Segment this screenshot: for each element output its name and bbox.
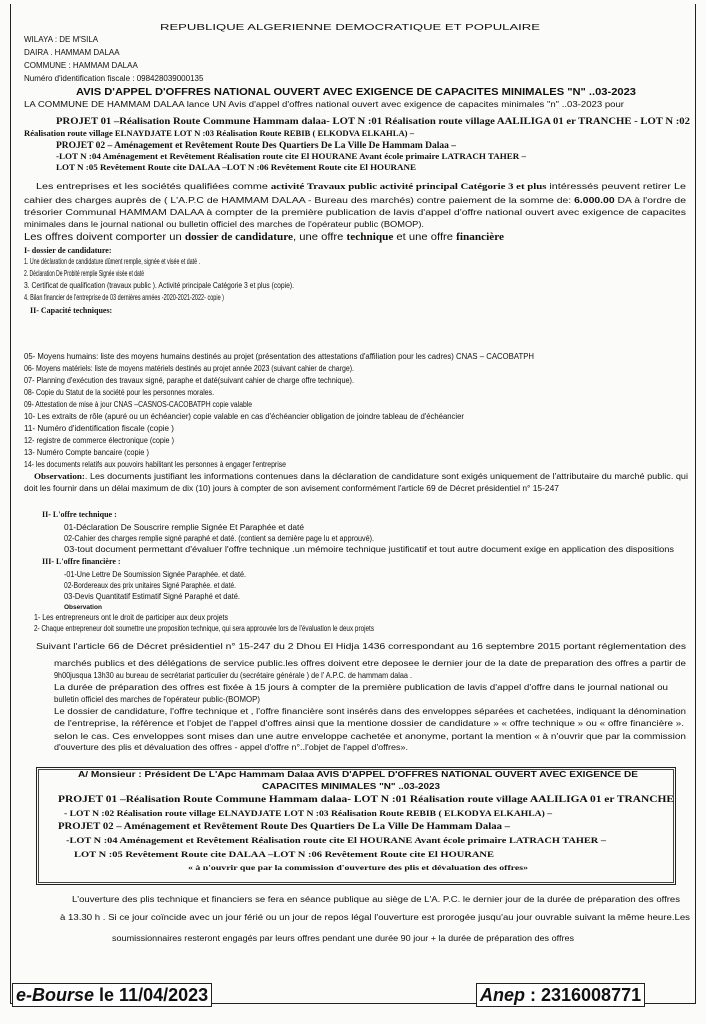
capacite-heading: II- Capacité techniques: xyxy=(30,306,113,315)
intro-line: LA COMMUNE DE HAMMAM DALAA lance UN Avis d'appel d'offres national ouvert avec exigence de capacites minimales "n" ..03-2023 pour xyxy=(24,100,624,109)
ouverture-line: à 13.30 h . Si ce jour coïncide avec un jour férié ou un jour de repos légal l'ouverture est prorogée jusqu'au jour ouvrable suivant la même heure.Les xyxy=(60,913,690,922)
box-line: A/ Monsieur : Président De L'Apc Hammam Dalaa AVIS D'APPEL D'OFFRES NATIONAL OUVERT AVEC EXIGENCE DE xyxy=(78,770,638,779)
suivant-line: 9h00jusqua 13h30 au bureau de secrétariat particulier du (secrétaire générale ) de l' A.P.C. de hammam dalaa . xyxy=(54,671,412,680)
financiere-item: -01-Une Lettre De Soumission Signée Paraphée. et daté. xyxy=(64,570,246,579)
entreprises-line-4: minimales dans le journal national ou bulletin officiel des marches de l'opérateur public (BOMOP). xyxy=(24,220,424,229)
enveloppes-line: d'ouverture des plis et dévaluation des offres - appel d'offre n°..l'objet de l'appel d'offres». xyxy=(54,743,408,752)
technique-item: 02-Cahier des charges remplie signé paraphé et daté. (contient sa dernière page lu et approuvé). xyxy=(64,534,374,543)
box-line: « à n'ouvrir que par la commission d'ouverture des plis et dévaluation des offres» xyxy=(188,863,528,872)
duree-line: bulletin officiel des marches de l'opérateur public-(BOMOP) xyxy=(54,695,260,704)
enveloppes-line: Le dossier de candidature, l'offre technique et , l'offre financière sont insérés dans des enveloppes séparées et cachetées, indiquant la dénomination xyxy=(54,707,686,716)
source-label: e-Bourse xyxy=(16,985,95,1005)
text: DA à l'ordre de xyxy=(614,196,686,205)
republic-heading: REPUBLIQUE ALGERIENNE DEMOCRATIQUE ET POPULAIRE xyxy=(160,22,540,32)
capacite-item: 10- Les extraits de rôle (apuré ou un échéancier) copie valable en cas d'échéancier obligation de joindre tableau de d'échéancier xyxy=(24,412,464,421)
technique-heading: II- L'offre technique : xyxy=(42,510,117,519)
offres-line xyxy=(24,232,504,244)
capacite-item: 06- Moyens matériels: liste de moyens matériels destinés au projet année 2023 (suivant cahier de charge). xyxy=(24,364,354,373)
capacite-item: 07- Planning d'exécution des travaux signé, paraphe et daté(suivant cahier de charge offre technique). xyxy=(24,376,354,385)
capacite-item: 08- Copie du Statut de la société pour les personnes morales. xyxy=(24,388,214,397)
text-bold: financière xyxy=(456,232,505,243)
financiere-heading: III- L'offre financière : xyxy=(42,557,121,566)
financiere-observation-item: 1- Les entrepreneurs ont le droit de participer aux deux projets xyxy=(34,613,228,622)
capacite-item: 05- Moyens humains: liste des moyens humains destinés au projet (présentation des attestations d'affiliation pour les cadres) CNAS – CACOBATPH xyxy=(24,352,534,361)
dossier-item: 2. Déclaration De Probité remplie Signée visée et daté xyxy=(24,269,144,278)
text: et une offre xyxy=(393,232,457,243)
enveloppes-line: selon le cas. Ces enveloppes sont mises dan une autre enveloppe cachetée et anonyme, portant la mention « à n'ouvrir que par la commission xyxy=(54,732,686,741)
text: Les entreprises et les sociétés qualifiées comme xyxy=(36,182,271,191)
wilaya-line: WILAYA : DE M'SILA xyxy=(24,35,99,44)
daira-line: DAIRA . HAMMAM DALAA xyxy=(24,48,120,57)
price-amount: 6.000.00 xyxy=(574,196,615,205)
observation-line-2: doit les fournir dans un délai maximum de dix (10) jours à compter de son avisement conformément l'article 69 de Décret présidentiel n° 15-247 xyxy=(24,484,559,493)
project-02-line-2: -LOT N :04 Aménagement et Revêtement Réalisation route cite El HOURANE Avant école primaire LATRACH TAHER – xyxy=(56,152,526,161)
capacite-item: 09- Attestation de mise à jour CNAS –CASNOS-CACOBATPH copie valable xyxy=(24,400,253,409)
text-bold: technique xyxy=(346,232,394,243)
text: , une offre xyxy=(293,232,347,243)
dossier-heading: I- dossier de candidature: xyxy=(24,246,112,255)
ouverture-line: soumissionnaires resteront engagés par leurs offres pendant une durée 90 jour + la durée de préparation des offres xyxy=(112,934,574,943)
capacite-item: 12- registre de commerce électronique (copie ) xyxy=(24,436,174,445)
box-line: LOT N :05 Revêtement Route cite DALAA –LOT N :06 Revêtement Route cite El HOURANE xyxy=(74,850,494,859)
capacite-item: 13- Numéro Compte bancaire (copie ) xyxy=(24,448,149,457)
dossier-item: 4. Bilan financier de l'entreprise de 03 dernières années -2020-2021-2022- copie ) xyxy=(24,293,224,302)
box-line: PROJET 02 – Aménagement et Revêtement Route Des Quartiers De La Ville De Hammam Dalaa – xyxy=(58,822,510,832)
suivant-line: Suivant l'article 66 de Décret présidentiel n° 15-247 du 2 Dhou El Hidja 1436 correspondant au 16 septembre 2015 portant réglementation des xyxy=(36,641,686,651)
anep-number: : 2316008771 xyxy=(525,985,642,1005)
project-02-line-1: PROJET 02 – Aménagement et Revêtement Route Des Quartiers De La Ville De Hammam Dalaa – xyxy=(56,140,456,150)
box-line: -LOT N :04 Aménagement et Revêtement Réalisation route cite El HOURANE Avant école primaire LATRACH TAHER – xyxy=(66,836,606,845)
fiscal-id-line: Numéro d'identification fiscale : 098428039000135 xyxy=(24,74,204,83)
enveloppes-line: de l'entreprise, la référence et l'objet de l'appel d'offres ainsi que la mentione dossier de candidature » « offre technique » ou « offre financière ». xyxy=(54,719,684,728)
text-bold: activité Travaux public activité principal Catégorie 3 et plus xyxy=(270,182,547,191)
notice-title: AVIS D'APPEL D'OFFRES NATIONAL OUVERT AVEC EXIGENCE DE CAPACITES MINIMALES "N" ..03-2023 xyxy=(76,86,636,98)
ouverture-line: L'ouverture des plis technique et financiers se fera en séance publique au siège de L'A. P.C. le dernier jour de la durée de préparation des offres xyxy=(72,895,680,904)
observation-label: Observation: xyxy=(34,472,85,481)
text: Les offres doivent comporter un xyxy=(24,232,185,243)
text: cahier des charges auprès de ( L'A.P.C de HAMMAM DALAA - Bureau des marchés) contre paiement de la somme de: xyxy=(24,196,575,205)
project-01-line-2: Réalisation route village ELNAYDJATE LOT N :03 Réalisation Route REBIB ( ELKODVA ELKAHLA) – xyxy=(24,129,414,138)
technique-item: 01-Déclaration De Souscrire remplie Signée Et Paraphée et daté xyxy=(64,523,304,532)
suivant-line: marchés publics et des délégations de service public.les offres doivent etre deposee le dernier jour de la date de preparation des offres a partir de xyxy=(54,659,686,668)
duree-line: La durée de préparation des offres est fixée à 15 jours à compter de la première publication de lavis d'appel d'offre dans le journal national ou xyxy=(54,683,668,692)
dossier-item: 3. Certificat de qualification (travaux public ). Activité principale Catégorie 3 et plus (copie). xyxy=(24,281,294,290)
dossier-item: 1. Une déclaration de candidature dûment remplie, signée et visée et daté . xyxy=(24,257,200,266)
financiere-observation-item: 2- Chaque entrepreneur doit soumettre une proposition technique, qui sera approuvée lors de l'évaluation le deux projets xyxy=(34,624,374,633)
publication-date: le 11/04/2023 xyxy=(94,985,209,1005)
entreprises-line-2 xyxy=(24,196,686,206)
technique-item: 03-tout document permettant d'évaluer l'offre technique .un mémoire technique justificatif et tout autre document exige en application des dispositions xyxy=(64,545,674,554)
text-bold: dossier de candidature xyxy=(184,232,294,243)
text: . Les documents justifiant les informations contenues dans la déclaration de candidature sont exigés uniquement de l'attributaire du marché public. qui xyxy=(84,472,689,481)
anep-label: Anep xyxy=(480,985,525,1005)
financiere-item: 03-Devis Quantitatif Estimatif Signé Paraphé et daté. xyxy=(64,592,240,601)
publication-source-stamp xyxy=(12,983,212,1007)
commune-line: COMMUNE : HAMMAM DALAA xyxy=(24,61,138,70)
capacite-item: 14- les documents relatifs aux pouvoirs habilitant les personnes à engager l'entreprise xyxy=(24,460,286,469)
financiere-item: 02-Bordereaux des prix unitaires Signé Paraphée. et daté. xyxy=(64,581,236,590)
observation-line-1 xyxy=(34,472,688,482)
text: intéressés peuvent retirer Le xyxy=(546,182,686,191)
box-line: CAPACITES MINIMALES "N" ..03-2023 xyxy=(262,782,440,791)
capacite-item: 11- Numéro d'identification fiscale (copie ) xyxy=(24,424,174,433)
project-01-line-1: PROJET 01 –Réalisation Route Commune Hammam dalaa- LOT N :01 Réalisation route village AALILIGA 01 er TRANCHE - LOT N :02 xyxy=(56,116,690,126)
project-02-line-3: LOT N :05 Revêtement Route cite DALAA –LOT N :06 Revêtement Route cite El HOURANE xyxy=(56,163,417,172)
entreprises-line-1 xyxy=(36,182,686,192)
financiere-observation-label: Observation xyxy=(64,604,102,611)
entreprises-line-3: trésorier Communal HAMMAM DALAA à compter de la première publication de lavis d'appel d'offre national ouvert avec exigence de capacites xyxy=(24,208,686,217)
anep-reference-stamp xyxy=(476,983,645,1007)
box-line: - LOT N :02 Réalisation route village ELNAYDJATE LOT N :03 Réalisation Route REBIB ( ELKODYA ELKAHLA) – xyxy=(64,809,552,818)
box-line: PROJET 01 –Réalisation Route Commune Hammam dalaa- LOT N :01 Réalisation route village AALILIGA 01 er TRANCHE xyxy=(58,795,674,805)
